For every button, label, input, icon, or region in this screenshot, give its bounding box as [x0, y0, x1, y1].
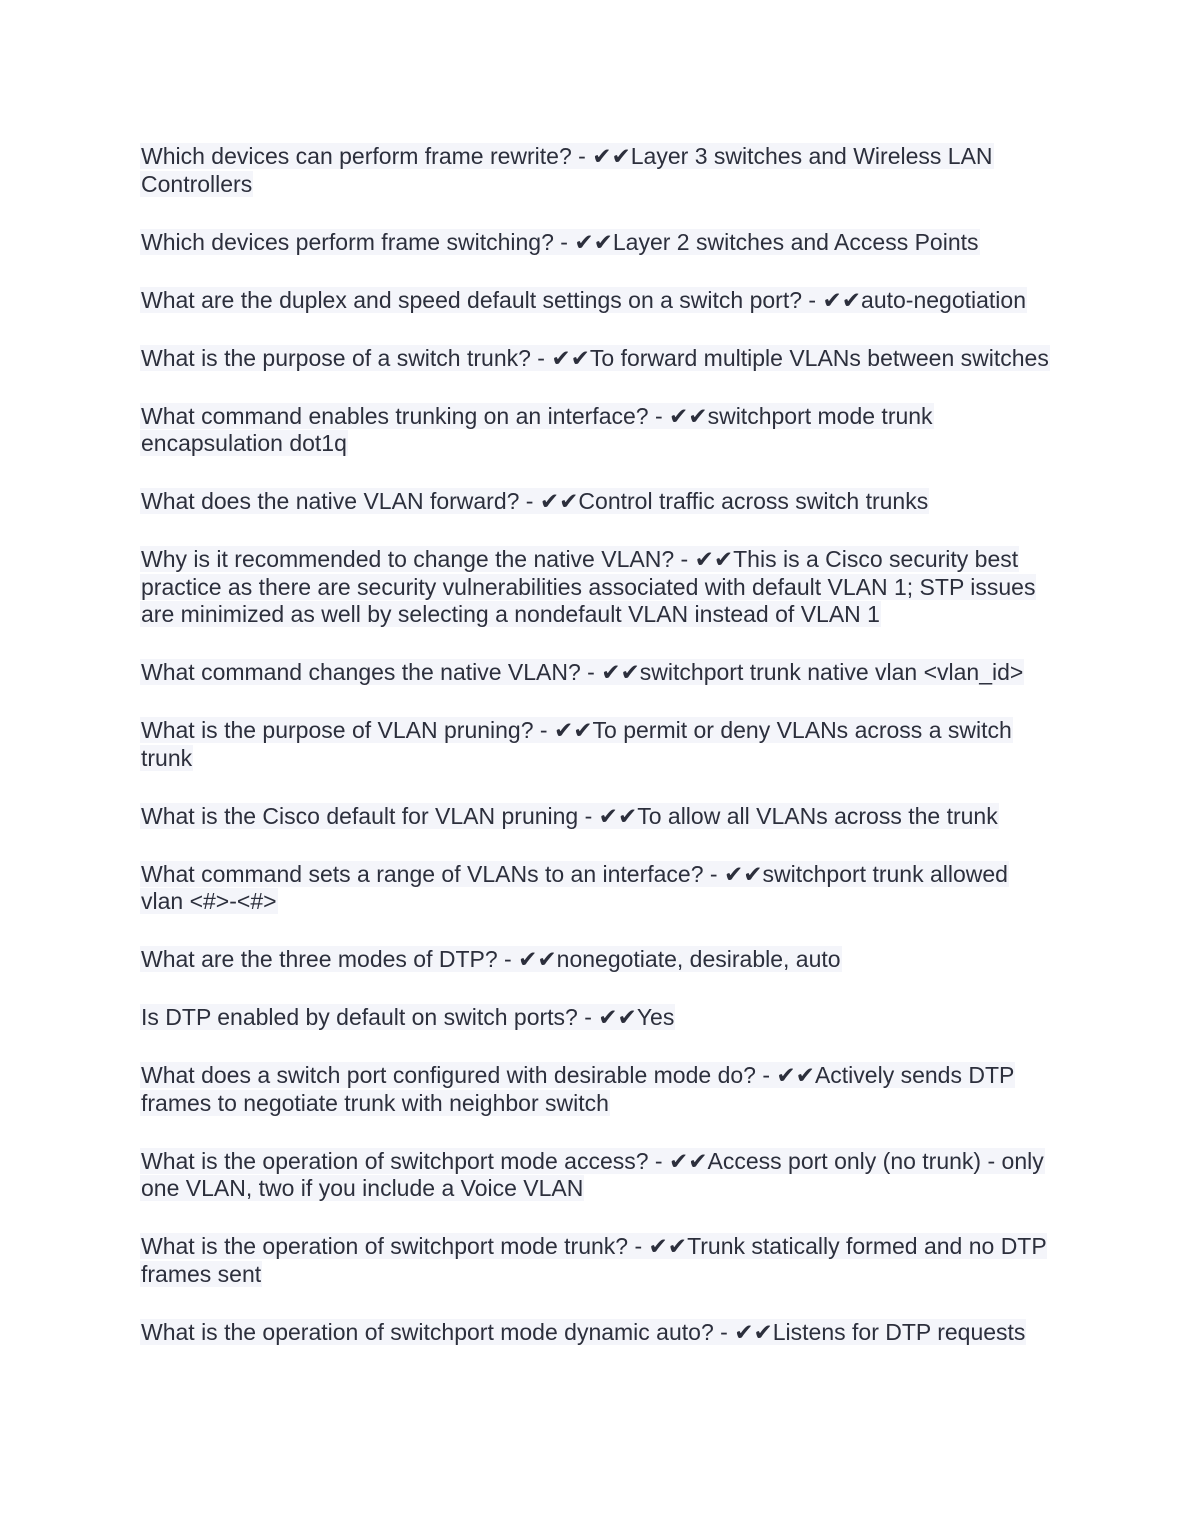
qa-item [140, 287, 1052, 315]
qa-item [140, 1004, 1052, 1032]
separator: - [519, 488, 540, 514]
question-text: What does a switch port configured with desirable mode do? [141, 1062, 756, 1088]
answer-text: Layer 3 switches and Wireless LAN Controllers [141, 143, 993, 197]
qa-item [140, 488, 1052, 516]
check-mark-icon: ✔✔ [694, 546, 734, 572]
check-mark-icon: ✔✔ [518, 946, 557, 972]
question-text: Why is it recommended to change the native VLAN? [141, 546, 675, 572]
check-mark-icon: ✔✔ [574, 228, 613, 255]
separator: - [703, 860, 724, 887]
qa-item [140, 1148, 1052, 1203]
answer-text: This is a Cisco security best practice as there are security vulnerabilities associated with default VLAN 1; STP issues are minimized as well by selecting a nondefault VLAN instead of VLAN 1 [141, 546, 1036, 627]
check-mark-icon: ✔✔ [822, 286, 862, 313]
separator: - [580, 659, 602, 685]
question-text: What are the three modes of DTP? [141, 946, 498, 972]
qa-text [140, 345, 1050, 371]
answer-text: To forward multiple VLANs between switches [589, 344, 1049, 371]
question-text: What command changes the native VLAN? [141, 659, 581, 685]
question-text: What are the duplex and speed default settings on a switch port? [141, 286, 803, 313]
qa-text [140, 946, 842, 972]
qa-item [140, 403, 1052, 458]
question-text: Is DTP enabled by default on switch ports? [141, 1004, 578, 1030]
check-mark-icon: ✔✔ [539, 488, 579, 514]
check-mark-icon: ✔✔ [648, 1233, 688, 1259]
answer-text: switchport trunk allowed vlan <#>-<#> [141, 860, 1008, 914]
answer-text: To allow all VLANs across the trunk [637, 802, 998, 829]
check-mark-icon: ✔✔ [553, 717, 593, 743]
separator: - [578, 802, 599, 829]
question-text: What is the purpose of a switch trunk? [141, 344, 531, 371]
qa-item [140, 1233, 1052, 1288]
qa-text [140, 1319, 1026, 1345]
separator: - [577, 1004, 599, 1030]
question-text: Which devices perform frame switching? [141, 228, 554, 255]
separator: - [648, 1147, 669, 1174]
question-text: Which devices can perform frame rewrite? [141, 143, 572, 169]
separator: - [802, 286, 823, 313]
qa-text [140, 546, 1036, 627]
answer-text: Listens for DTP requests [772, 1318, 1026, 1345]
check-mark-icon: ✔✔ [551, 344, 590, 371]
check-mark-icon: ✔✔ [723, 860, 763, 887]
separator: - [497, 946, 519, 972]
qa-item [140, 143, 1052, 198]
check-mark-icon: ✔✔ [669, 402, 708, 429]
question-text: What command sets a range of VLANs to an interface? [141, 860, 704, 887]
question-text: What does the native VLAN forward? [141, 488, 520, 514]
answer-text: auto-negotiation [861, 286, 1026, 313]
question-text: What is the operation of switchport mode dynamic auto? [141, 1318, 714, 1345]
qa-item [140, 1319, 1052, 1347]
answer-text: Trunk statically formed and no DTP frames sent [141, 1233, 1047, 1287]
qa-item [140, 1062, 1052, 1117]
answer-text: switchport mode trunk encapsulation dot1q [141, 402, 933, 456]
answer-text: nonegotiate, desirable, auto [556, 946, 841, 972]
qa-text [140, 803, 999, 829]
question-text: What is the operation of switchport mode access? [141, 1147, 649, 1174]
qa-text [140, 861, 1009, 915]
qa-text [140, 717, 1013, 771]
qa-text [140, 1062, 1015, 1116]
qa-text [140, 143, 994, 197]
question-text: What command enables trunking on an interface? [141, 402, 649, 429]
qa-text [140, 659, 1024, 685]
separator: - [628, 1233, 649, 1259]
check-mark-icon: ✔✔ [734, 1318, 773, 1345]
separator: - [755, 1062, 777, 1088]
check-mark-icon: ✔✔ [592, 143, 631, 169]
separator: - [530, 344, 552, 371]
qa-item [140, 546, 1052, 629]
qa-text [140, 229, 980, 255]
check-mark-icon: ✔✔ [668, 1147, 708, 1174]
qa-item [140, 229, 1052, 257]
question-text: What is the purpose of VLAN pruning? [141, 717, 534, 743]
check-mark-icon: ✔✔ [776, 1062, 815, 1088]
separator: - [553, 228, 575, 255]
qa-item [140, 659, 1052, 687]
document-page [140, 143, 1052, 1377]
qa-text [140, 287, 1027, 313]
question-text: What is the operation of switchport mode trunk? [141, 1233, 629, 1259]
answer-text: Control traffic across switch trunks [578, 488, 929, 514]
question-text: What is the Cisco default for VLAN pruning [141, 802, 579, 829]
answer-text: Layer 2 switches and Access Points [612, 228, 979, 255]
separator: - [571, 143, 593, 169]
answer-text: To permit or deny VLANs across a switch trunk [141, 717, 1012, 771]
check-mark-icon: ✔✔ [601, 659, 640, 685]
qa-item [140, 946, 1052, 974]
answer-text: Actively sends DTP frames to negotiate trunk with neighbor switch [141, 1062, 1014, 1116]
qa-item [140, 803, 1052, 831]
qa-text [140, 1004, 675, 1030]
qa-item [140, 717, 1052, 772]
separator: - [533, 717, 554, 743]
qa-text [140, 1233, 1047, 1287]
qa-item [140, 345, 1052, 373]
qa-item [140, 861, 1052, 916]
check-mark-icon: ✔✔ [598, 1004, 637, 1030]
check-mark-icon: ✔✔ [598, 802, 638, 829]
qa-text [140, 403, 934, 457]
separator: - [648, 402, 670, 429]
answer-text: switchport trunk native vlan <vlan_id> [639, 659, 1024, 685]
qa-text [140, 488, 929, 514]
answer-text: Access port only (no trunk) - only one VLAN, two if you include a Voice VLAN [141, 1147, 1044, 1201]
separator: - [674, 546, 695, 572]
answer-text: Yes [636, 1004, 675, 1030]
separator: - [713, 1318, 735, 1345]
qa-text [140, 1148, 1045, 1202]
